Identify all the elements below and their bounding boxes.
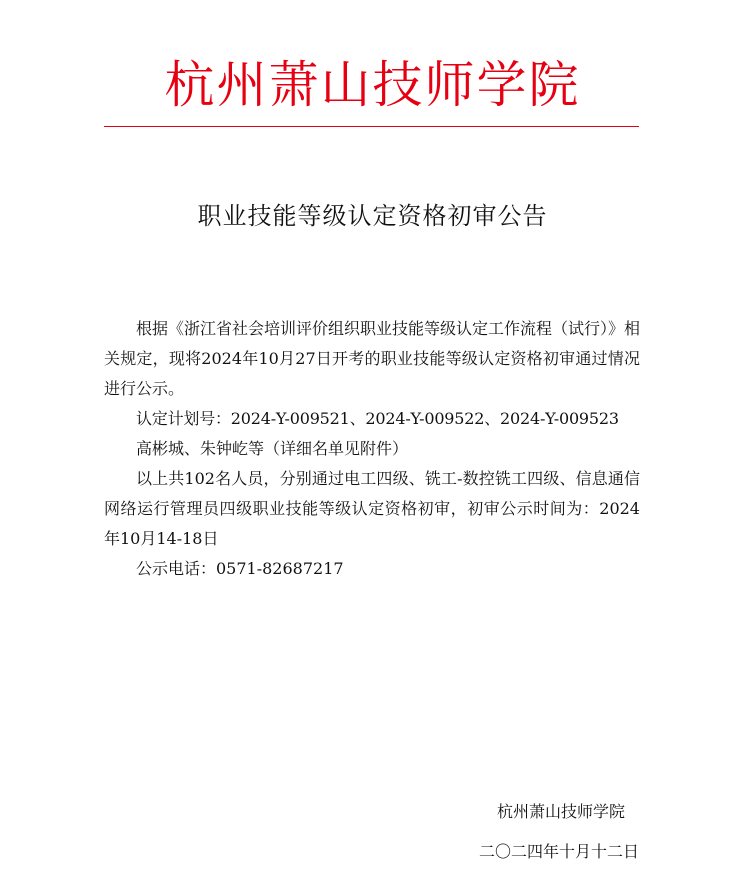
signature-org: 杭州萧山技师学院 — [496, 802, 625, 821]
paragraph-phone: 公示电话：0571-82687217 — [136, 559, 344, 578]
signature-block — [479, 792, 639, 872]
signature-date: 二〇二四年十月十二日 — [478, 842, 639, 861]
letterhead-divider — [104, 126, 639, 127]
paragraph-summary: 以上共102名人员，分别通过电工四级、铣工-数控铣工四级、信息通信网络运行管理员四级职业技能等级认定资格初审，初审公示时间为：2024年10月14-18日 — [104, 469, 640, 548]
document-title: 职业技能等级认定资格初审公告 — [197, 202, 548, 230]
document-body — [104, 314, 640, 584]
paragraph-intro: 根据《浙江省社会培训评价组织职业技能等级认定工作流程（试行）》相关规定，现将2024年10月27日开考的职业技能等级认定资格初审通过情况进行公示。 — [104, 319, 641, 398]
paragraph-names: 高彬城、朱钟屹等（详细名单见附件） — [136, 439, 409, 458]
letterhead-org-name: 杭州萧山技师学院 — [164, 56, 581, 114]
paragraph-plan-numbers: 认定计划号：2024-Y-009521、2024-Y-009522、2024-Y-009523 — [136, 409, 619, 428]
